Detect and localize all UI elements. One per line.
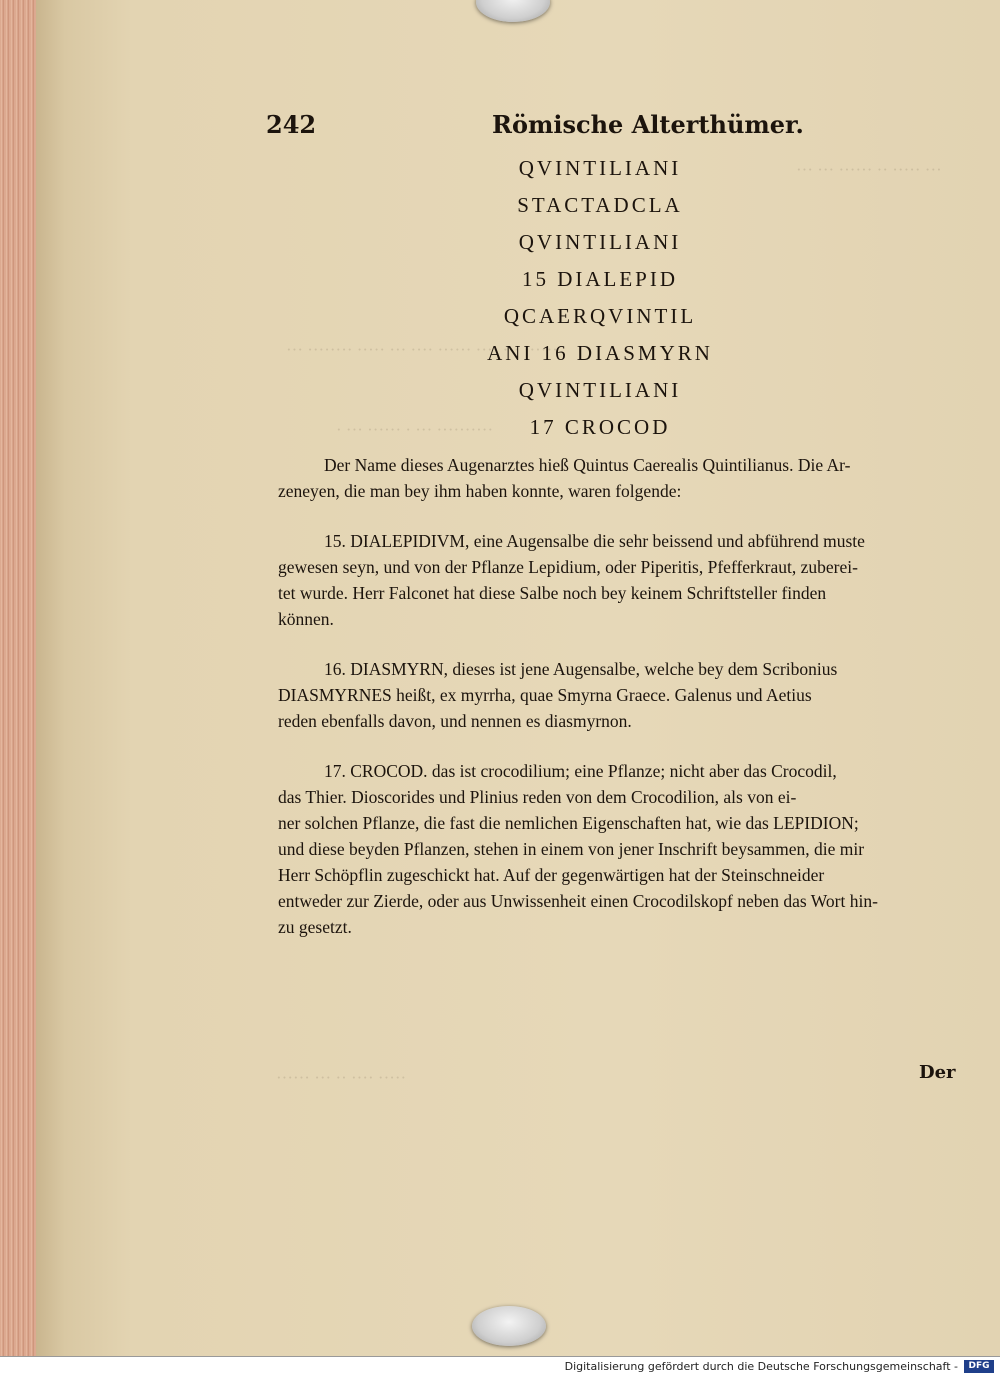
text-line: das Thier. Dioscorides und Plinius reden von dem Crocodilion, als von ei- (278, 787, 797, 807)
page-number: 242 (266, 110, 317, 139)
text-line: 16. DIASMYRN, dieses ist jene Augensalbe, welche bey dem Scribonius (324, 659, 838, 679)
page-clip-bottom (472, 1306, 546, 1346)
inscription-line: STACTADCLA (517, 193, 683, 217)
inscription-line: QVINTILIANI (518, 378, 682, 402)
text-line: tet wurde. Herr Falconet hat diese Salbe noch bey keinem Schriftsteller finden (278, 583, 827, 603)
text-line: zu gesetzt. (278, 917, 352, 937)
text-line: 17. CROCOD. das ist crocodilium; eine Pflanze; nicht aber das Crocodil, (324, 761, 837, 781)
text-line: Herr Schöpflin zugeschickt hat. Auf der gegenwärtigen hat der Steinschneider (278, 865, 825, 885)
bleed-through-text: ··· ········ ····· ··· ···· ······ ···· ··· ······ (286, 340, 558, 359)
digitization-footer (0, 1356, 1000, 1376)
paragraph-intro (278, 452, 964, 504)
text-line: ner solchen Pflanze, die fast die nemlichen Eigenschaften hat, wie das LEPIDION; (278, 813, 859, 833)
book-page-edges (0, 0, 40, 1356)
paragraph-diasmyrn (278, 656, 964, 734)
running-title: Römische Alterthümer. (492, 110, 804, 139)
bleed-through-text: ······ ··· ·· ···· ····· (276, 1068, 407, 1087)
paragraph-crocod (278, 758, 964, 940)
text-line: entweder zur Zierde, oder aus Unwissenheit einen Crocodilskopf neben das Wort hin- (278, 891, 878, 911)
text-line: gewesen seyn, und von der Pflanze Lepidium, oder Piperitis, Pfefferkraut, zuberei- (278, 557, 858, 577)
text-line: Der Name dieses Augenarztes hieß Quintus Caerealis Quintilianus. Die Ar- (324, 455, 851, 475)
inscription-line: QVINTILIANI (518, 156, 682, 180)
text-line: können. (278, 609, 334, 629)
text-line: zeneyen, die man bey ihm haben konnte, waren folgende: (278, 481, 682, 501)
text-line: und diese beyden Pflanzen, stehen in einem von jener Inschrift beysammen, die mir (278, 839, 865, 859)
inscription-line: QCAERQVINTIL (503, 304, 697, 328)
body-text (278, 452, 964, 940)
bleed-through-text: ··· ··· ······ ·· ····· ··· (796, 160, 942, 179)
dfg-logo: DFG (964, 1360, 994, 1373)
footer-credit: Digitalisierung gefördert durch die Deutsche Forschungsgemeinschaft - (564, 1360, 958, 1373)
bleed-through-text: · ··· ······ · ··· ·········· (336, 420, 494, 439)
inscription-block (430, 150, 770, 446)
inscription-line: 17 CROCOD (529, 415, 671, 439)
inscription-line: 15 DIALEPID (521, 267, 679, 291)
text-line: reden ebenfalls davon, und nennen es diasmyrnon. (278, 711, 632, 731)
catchword: Der (919, 1062, 956, 1083)
text-line: DIASMYRNES heißt, ex myrrha, quae Smyrna Graece. Galenus und Aetius (278, 685, 812, 705)
inscription-line: ANI 16 DIASMYRN (487, 341, 713, 365)
inscription-line: QVINTILIANI (518, 230, 682, 254)
text-line: 15. DIALEPIDIVM, eine Augensalbe die sehr beissend und abführend muste (324, 531, 865, 551)
paragraph-dialepidium (278, 528, 964, 632)
